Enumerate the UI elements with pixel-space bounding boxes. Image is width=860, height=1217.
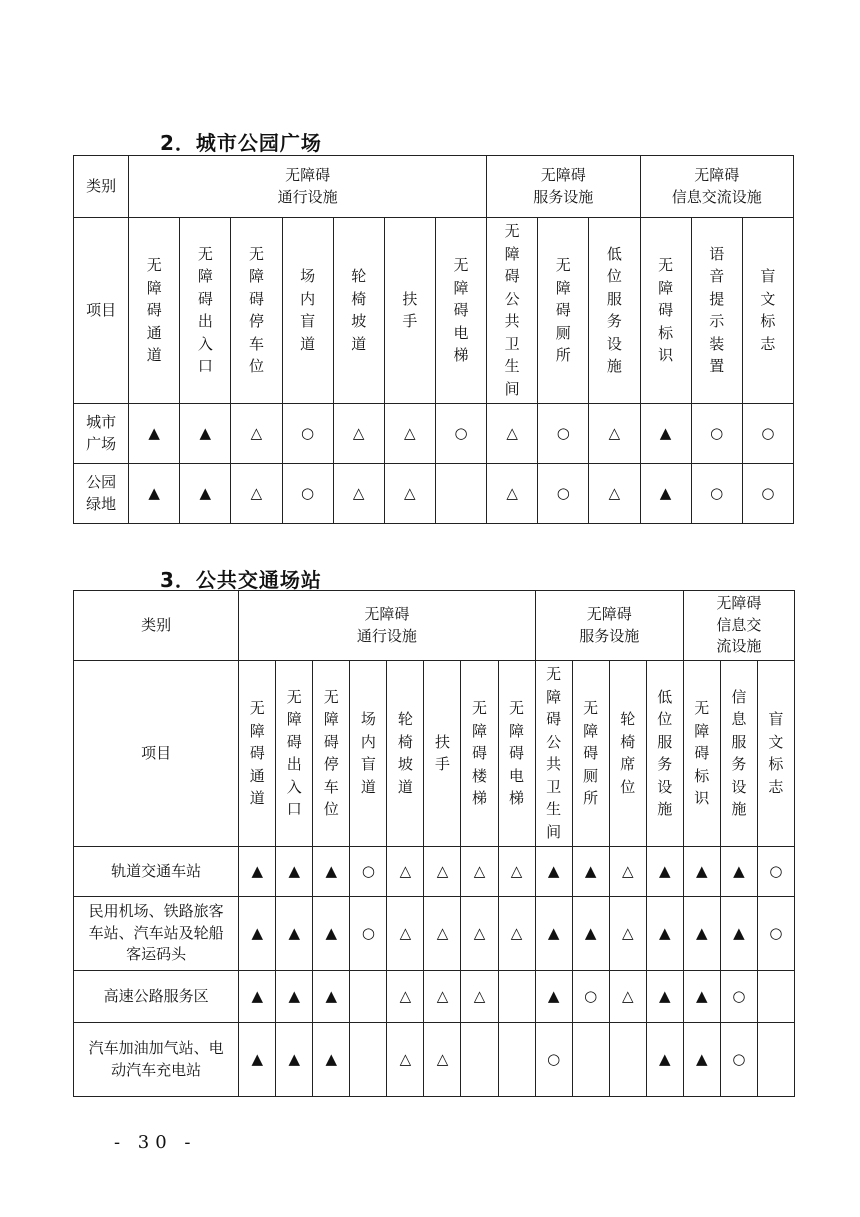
column-header-label: 无障碍公共卫生间	[546, 665, 562, 841]
table-cell: △	[384, 464, 435, 524]
table-cell: ○	[538, 404, 589, 464]
table-cell	[609, 1023, 646, 1097]
table-cell	[498, 1023, 535, 1097]
column-header	[640, 218, 691, 404]
column-header-label: 无障碍停车位	[323, 687, 339, 819]
table-cell	[757, 971, 794, 1023]
header-row-category	[74, 156, 794, 218]
row-label: 城市 广场	[74, 404, 129, 464]
table-cell: △	[589, 404, 640, 464]
column-header-label: 轮椅坡道	[397, 710, 413, 796]
section-2-title: 2．城市公园广场	[160, 131, 322, 155]
table-cell: △	[387, 847, 424, 897]
table-cell: ▲	[276, 1023, 313, 1097]
row-label: 公园 绿地	[74, 464, 129, 524]
table-cell: ○	[742, 464, 793, 524]
column-header-label: 无障碍电梯	[453, 256, 469, 365]
column-header	[282, 218, 333, 404]
column-header	[572, 661, 609, 847]
table-cell: ▲	[276, 897, 313, 971]
column-header	[313, 661, 350, 847]
table-cell: ▲	[683, 1023, 720, 1097]
table-cell: ○	[282, 464, 333, 524]
column-header	[589, 218, 640, 404]
table-row	[74, 897, 795, 971]
table-cell: ▲	[683, 971, 720, 1023]
table-row	[74, 847, 795, 897]
column-header-label: 无障碍通道	[249, 699, 265, 808]
page-number: - 30 -	[114, 1132, 197, 1153]
row-label: 轨道交通车站	[74, 847, 239, 897]
column-header	[757, 661, 794, 847]
section-3-title: 3．公共交通场站	[160, 568, 322, 592]
table-cell	[757, 1023, 794, 1097]
row-label: 民用机场、铁路旅客 车站、汽车站及轮船 客运码头	[74, 897, 239, 971]
column-header-label: 语音提示装置	[709, 244, 725, 376]
table-cell: ▲	[535, 897, 572, 971]
table-cell: ▲	[572, 897, 609, 971]
group-header: 无障碍 信息交 流设施	[683, 591, 794, 661]
column-header	[535, 661, 572, 847]
table-cell: ▲	[276, 971, 313, 1023]
table-cell	[572, 1023, 609, 1097]
item-header: 项目	[74, 218, 129, 404]
column-header-label: 轮椅坡道	[351, 267, 367, 353]
group-header: 无障碍 通行设施	[239, 591, 535, 661]
column-header-label: 无障碍通道	[146, 256, 162, 365]
table-cell: ▲	[683, 847, 720, 897]
table-cell	[350, 971, 387, 1023]
table-row	[74, 1023, 795, 1097]
table-cell: △	[589, 464, 640, 524]
column-header	[387, 661, 424, 847]
item-header: 项目	[74, 661, 239, 847]
column-header	[276, 661, 313, 847]
public-transport-station-table	[73, 590, 795, 1097]
table-cell: ▲	[640, 404, 691, 464]
table-cell: ○	[691, 404, 742, 464]
group-header: 无障碍 信息交流设施	[640, 156, 793, 218]
column-header-label: 场内盲道	[360, 710, 376, 796]
table-cell: ▲	[313, 1023, 350, 1097]
table-cell: ○	[691, 464, 742, 524]
table-cell: ○	[350, 847, 387, 897]
column-header	[231, 218, 282, 404]
table-cell: ▲	[535, 971, 572, 1023]
column-header	[350, 661, 387, 847]
table-cell: ○	[757, 847, 794, 897]
table-row	[74, 464, 794, 524]
table-cell: ▲	[720, 897, 757, 971]
table-row	[74, 404, 794, 464]
table-cell: ○	[757, 897, 794, 971]
column-header-label: 轮椅席位	[620, 710, 636, 796]
table-cell: ▲	[720, 847, 757, 897]
column-header	[180, 218, 231, 404]
column-header	[487, 218, 538, 404]
header-row-category	[74, 591, 795, 661]
column-header-label: 扶手	[402, 289, 418, 331]
column-header-label: 无障碍楼梯	[471, 699, 487, 808]
table-cell: △	[384, 404, 435, 464]
column-header	[333, 218, 384, 404]
table-cell: △	[498, 897, 535, 971]
table-cell: ○	[350, 897, 387, 971]
table-cell: ▲	[313, 847, 350, 897]
table-cell: ▲	[129, 404, 180, 464]
column-header-label: 信息服务设施	[731, 687, 747, 819]
column-header-label: 无障碍出入口	[197, 244, 213, 376]
table-cell: ▲	[535, 847, 572, 897]
table-cell: △	[424, 1023, 461, 1097]
row-label: 高速公路服务区	[74, 971, 239, 1023]
header-row-columns	[74, 661, 795, 847]
table-cell: ▲	[129, 464, 180, 524]
column-header	[498, 661, 535, 847]
column-header-label: 无障碍电梯	[509, 699, 525, 808]
column-header	[129, 218, 180, 404]
table-cell: ▲	[239, 897, 276, 971]
column-header	[435, 218, 486, 404]
table-cell: △	[461, 897, 498, 971]
table-cell: ▲	[239, 1023, 276, 1097]
table-cell: ▲	[646, 1023, 683, 1097]
column-header-label: 低位服务设施	[657, 687, 673, 819]
table-cell: ▲	[646, 847, 683, 897]
table-cell: ▲	[313, 897, 350, 971]
column-header	[609, 661, 646, 847]
table-cell: ▲	[640, 464, 691, 524]
column-header	[683, 661, 720, 847]
column-header	[691, 218, 742, 404]
table-cell: △	[387, 1023, 424, 1097]
column-header	[461, 661, 498, 847]
table-cell: ▲	[572, 847, 609, 897]
table-cell: ○	[572, 971, 609, 1023]
table-cell: △	[231, 464, 282, 524]
column-header	[239, 661, 276, 847]
row-label: 汽车加油加气站、电 动汽车充电站	[74, 1023, 239, 1097]
table-cell: △	[487, 404, 538, 464]
table-cell: △	[424, 847, 461, 897]
table-cell: △	[461, 847, 498, 897]
table-cell: △	[387, 971, 424, 1023]
column-header-label: 无障碍出入口	[286, 687, 302, 819]
column-header-label: 无障碍厕所	[555, 256, 571, 365]
table-cell: △	[424, 897, 461, 971]
table-cell: △	[333, 464, 384, 524]
table-cell: △	[609, 897, 646, 971]
column-header-label: 无障碍厕所	[583, 699, 599, 808]
table-cell: △	[461, 971, 498, 1023]
table-cell: △	[487, 464, 538, 524]
table-cell: △	[333, 404, 384, 464]
table-cell: ○	[720, 971, 757, 1023]
table-cell	[350, 1023, 387, 1097]
column-header-label: 盲文标志	[760, 267, 776, 353]
table-cell: ▲	[313, 971, 350, 1023]
table-cell: △	[609, 971, 646, 1023]
table-cell	[435, 464, 486, 524]
header-row-columns	[74, 218, 794, 404]
column-header-label: 无障碍停车位	[248, 244, 264, 376]
column-header	[424, 661, 461, 847]
table-cell: ▲	[646, 897, 683, 971]
table-cell: ○	[535, 1023, 572, 1097]
table-cell: ▲	[180, 464, 231, 524]
table-cell: △	[231, 404, 282, 464]
table-cell: ▲	[683, 897, 720, 971]
table-cell: △	[387, 897, 424, 971]
column-header-label: 扶手	[434, 732, 450, 774]
table-cell: △	[424, 971, 461, 1023]
group-header: 无障碍 服务设施	[535, 591, 683, 661]
table-cell: ○	[720, 1023, 757, 1097]
table-cell: ▲	[239, 847, 276, 897]
column-header-label: 场内盲道	[300, 267, 316, 353]
table-cell: ○	[538, 464, 589, 524]
table-cell: ○	[742, 404, 793, 464]
table-cell: ▲	[180, 404, 231, 464]
column-header-label: 无障碍标识	[694, 699, 710, 808]
column-header-label: 无障碍标识	[658, 256, 674, 365]
column-header	[742, 218, 793, 404]
column-header	[384, 218, 435, 404]
column-header-label: 低位服务设施	[606, 244, 622, 376]
category-header: 类别	[74, 591, 239, 661]
table-cell	[498, 971, 535, 1023]
city-park-square-table	[73, 155, 794, 524]
group-header: 无障碍 通行设施	[129, 156, 487, 218]
table-cell: ○	[435, 404, 486, 464]
table-cell: ▲	[239, 971, 276, 1023]
category-header: 类别	[74, 156, 129, 218]
column-header-label: 无障碍公共卫生间	[504, 222, 520, 398]
table-cell: ▲	[646, 971, 683, 1023]
group-header: 无障碍 服务设施	[487, 156, 640, 218]
table-cell: △	[609, 847, 646, 897]
table-cell: △	[498, 847, 535, 897]
table-cell: ○	[282, 404, 333, 464]
table-cell: ▲	[276, 847, 313, 897]
table-row	[74, 971, 795, 1023]
table-cell	[461, 1023, 498, 1097]
column-header-label: 盲文标志	[768, 710, 784, 796]
column-header	[720, 661, 757, 847]
column-header	[646, 661, 683, 847]
column-header	[538, 218, 589, 404]
